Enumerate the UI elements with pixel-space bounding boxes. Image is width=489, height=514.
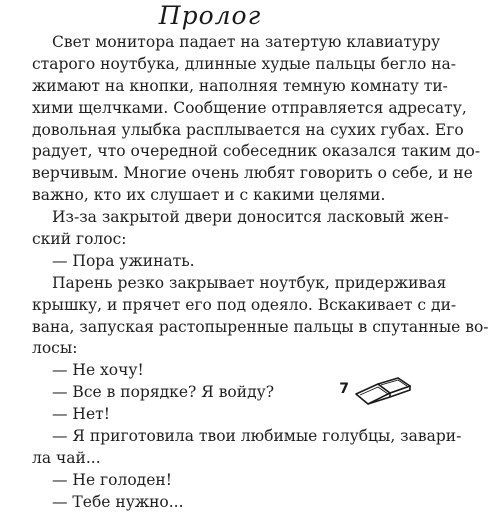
text-line: — Все в порядке? Я войду? xyxy=(52,383,275,402)
text-line: старого ноутбука, длинные худые пальцы бегло на- xyxy=(32,54,457,73)
text-line: крышку, и прячет его под одеяло. Вскакивает с ди- xyxy=(32,295,457,314)
body-text xyxy=(32,32,489,514)
text-line: Из-за закрытой двери доносится ласковый жен- xyxy=(52,208,449,227)
text-line: Свет монитора падает на затертую клавиатуру xyxy=(52,33,441,51)
text-line: лосы: xyxy=(32,339,78,358)
text-line: Парень резко закрывает ноутбук, придерживая xyxy=(52,273,447,292)
text-line: ла чай... xyxy=(32,448,101,467)
page-number: 7 xyxy=(339,381,349,397)
text-line: хими щелчками. Сообщение отправляется адресату, xyxy=(32,98,467,117)
open-book-icon xyxy=(354,374,412,406)
text-line: — Тебе нужно... xyxy=(52,492,184,511)
text-line: вана, запуская растопыренные пальцы в спутанные во- xyxy=(32,317,489,336)
text-line: — Я приготовила твои любимые голубцы, завари- xyxy=(52,427,462,446)
text-line: довольная улыбка расплывается на сухих губах. Его xyxy=(32,120,464,139)
text-line: жимают на кнопки, наполняя темную комнату ти- xyxy=(32,76,448,95)
text-line: — Пора ужинать. xyxy=(52,251,195,270)
text-line: радует, что очередной собеседник оказался таким до- xyxy=(32,142,481,161)
text-line: — Не голоден! xyxy=(52,470,172,489)
chapter-title: Пролог xyxy=(158,1,262,30)
text-line: — Не хочу! xyxy=(52,361,144,380)
page-footer xyxy=(0,370,420,420)
text-line: — Нет! xyxy=(52,405,110,424)
text-line: ский голос: xyxy=(32,230,127,249)
text-line: верчивым. Многие очень любят говорить о себе, и не xyxy=(32,164,473,183)
text-line: важно, кто их слушает и с какими целями. xyxy=(32,186,386,205)
